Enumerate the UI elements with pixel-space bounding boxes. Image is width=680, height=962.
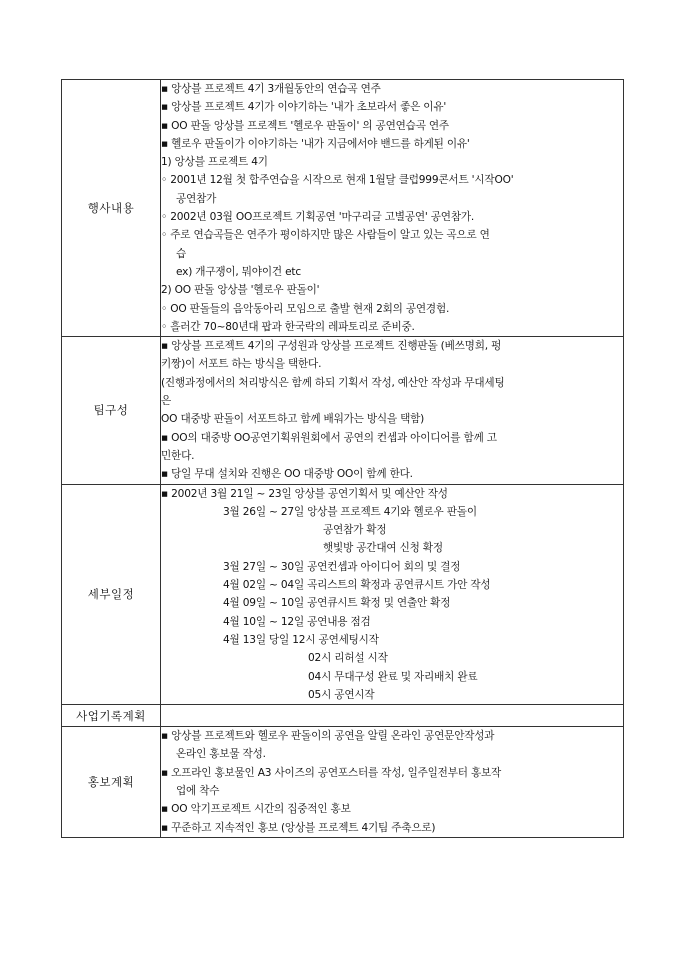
event-line: ◦ 주로 연습곡들은 연주가 평이하지만 많은 사람들이 알고 있는 곡으로 연 (161, 229, 490, 242)
row-promo (62, 727, 624, 838)
event-subheading: 2) OO 판돌 앙상블 '헬로우 판돌이' (161, 284, 320, 297)
promo-line: ▪ OO 악기프로젝트 시간의 집중적인 홍보 (161, 803, 351, 816)
event-line: ex) 개구쟁이, 뭐야이건 etc (176, 265, 301, 278)
team-line: 민한다. (161, 449, 195, 462)
promo-label: 홍보계획 (62, 727, 161, 838)
schedule-line: 4월 09일 ~ 10일 공연큐시트 확정 및 연출안 확정 (223, 597, 451, 610)
promo-line: ▪ 앙상블 프로젝트와 헬로우 판돌이의 공연을 알릴 온라인 공연문안작성과 (161, 730, 495, 743)
team-line: ▪ 앙상블 프로젝트 4기의 구성원과 앙상블 프로젝트 진행판돌 (베쓰명희, 펑 (161, 340, 502, 353)
event-line: 습 (176, 247, 187, 260)
event-line: 공연참가 (176, 192, 217, 205)
team-label: 팀구성 (62, 337, 161, 484)
team-line: ▪ 당일 무대 설치와 진행은 OO 대중방 OO이 함께 한다. (161, 468, 413, 481)
schedule-line: 4월 10일 ~ 12일 공연내용 점검 (223, 615, 371, 628)
schedule-label: 세부일정 (62, 484, 161, 705)
event-line: ◦ 흘러간 70~80년대 팝과 한국락의 레파토리로 준비중. (161, 320, 415, 333)
schedule-line: 05시 공연시작 (308, 688, 375, 701)
team-content (161, 337, 624, 484)
event-line: ◦ OO 판돌들의 음악동아리 모임으로 출발 현재 2회의 공연경험. (161, 302, 450, 315)
event-label: 행사내용 (62, 80, 161, 337)
plan-table (61, 79, 624, 838)
team-line: (진행과정에서의 처리방식은 함께 하되 기획서 작성, 예산안 작성과 무대세팅 (161, 376, 505, 389)
row-business (62, 705, 624, 727)
schedule-line: 4월 13일 당일 12시 공연세팅시작 (223, 633, 379, 646)
promo-line: ▪ 꾸준하고 지속적인 홍보 (앙상블 프로젝트 4기팀 주축으로) (161, 821, 436, 834)
team-line: 은 (161, 395, 172, 408)
event-line: ▪ 앙상블 프로젝트 4기 3개월동안의 연습곡 연주 (161, 83, 381, 95)
event-line: ◦ 2002년 03월 OO프로젝트 기획공연 '마구리글 고별공연' 공연참가. (161, 211, 475, 224)
team-line: 키짱)이 서포트 하는 방식을 택한다. (161, 358, 322, 371)
event-subheading: 1) 앙상블 프로젝트 4기 (161, 156, 268, 169)
schedule-line: 3월 27일 ~ 30일 공연컨셉과 아이디어 회의 및 결정 (223, 560, 461, 573)
row-event (62, 80, 624, 337)
promo-line: 업에 착수 (176, 784, 220, 797)
schedule-line: 햇빛방 공간대여 신청 확정 (323, 542, 443, 555)
row-schedule (62, 484, 624, 705)
schedule-line: ▪ 2002년 3월 21일 ~ 23일 앙상블 공연기획서 및 예산안 작성 (161, 487, 448, 500)
schedule-line: 3월 26일 ~ 27일 앙상블 프로젝트 4기와 헬로우 판돌이 (223, 505, 477, 518)
schedule-content (161, 484, 624, 705)
schedule-line: 4월 02일 ~ 04일 곡리스트의 확정과 공연큐시트 가안 작성 (223, 579, 491, 592)
event-line: ▪ 헬로우 판돌이가 이야기하는 '내가 지금에서야 밴드를 하게된 이유' (161, 137, 470, 150)
business-label: 사업기록계획 (62, 705, 161, 727)
promo-line: ▪ 오프라인 홍보물인 A3 사이즈의 공연포스터를 작성, 일주일전부터 홍보작 (161, 766, 502, 779)
event-line: ▪ OO 판돌 앙상블 프로젝트 '헬로우 판돌이' 의 공연연습곡 연주 (161, 119, 449, 132)
schedule-line: 04시 무대구성 완료 및 자리배치 완료 (308, 670, 478, 683)
schedule-line: 공연참가 확정 (323, 524, 387, 537)
event-line: ◦ 2001년 12월 첫 합주연습을 시작으로 현재 1월달 클럽999콘서트 '시작OO' (161, 174, 514, 187)
schedule-line: 02시 리허설 시작 (308, 652, 388, 665)
row-team (62, 337, 624, 484)
promo-line: 온라인 홍보물 작성. (176, 748, 266, 761)
team-line: ▪ OO의 대중방 OO공연기획위원회에서 공연의 컨셉과 아이디어를 함께 고 (161, 431, 497, 444)
event-line: ▪ 앙상블 프로젝트 4기가 이야기하는 '내가 초보라서 좋은 이유' (161, 101, 447, 114)
team-line: OO 대중방 판돌이 서포트하고 함께 배워가는 방식을 택함) (161, 413, 425, 426)
event-content (161, 80, 624, 337)
business-content (161, 705, 624, 727)
promo-content (161, 727, 624, 838)
